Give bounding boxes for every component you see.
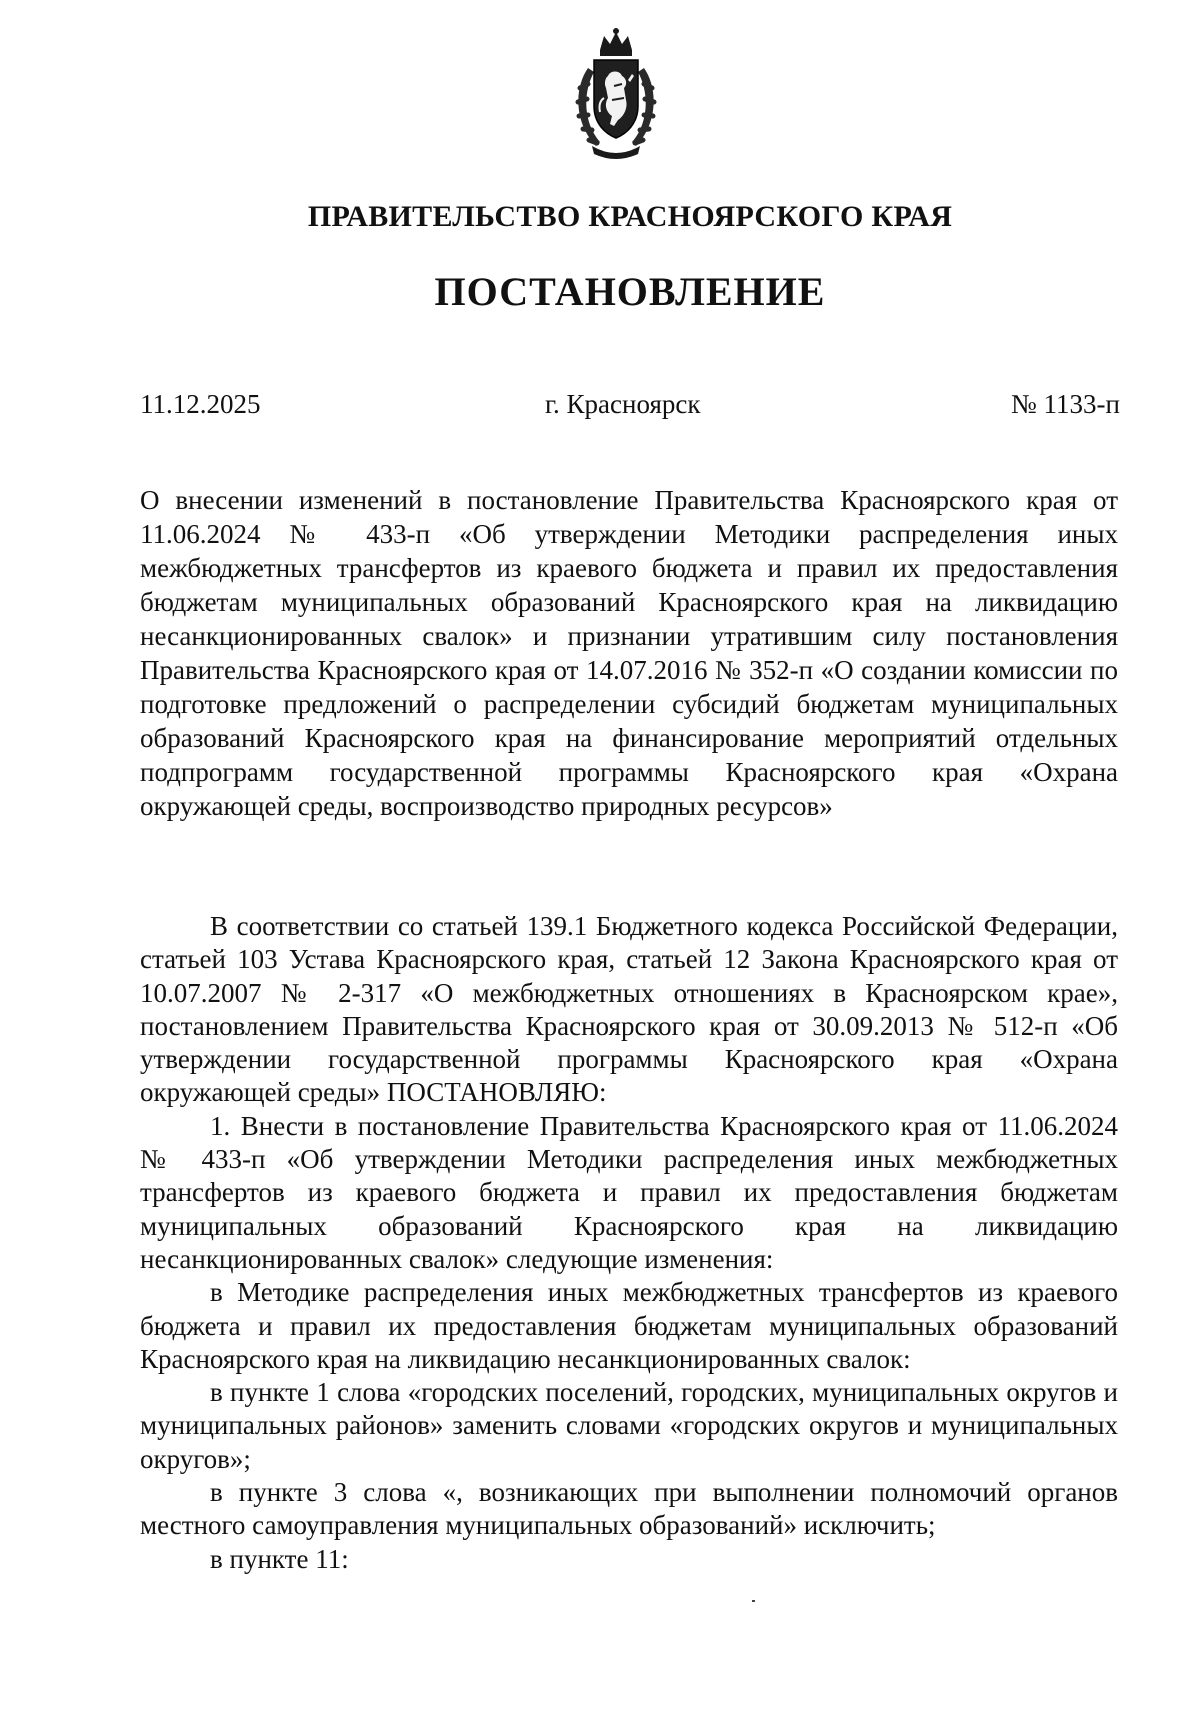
document-city: г. Красноярск bbox=[545, 389, 701, 419]
organization-heading: ПРАВИТЕЛЬСТВО КРАСНОЯРСКОГО КРАЯ bbox=[307, 200, 953, 233]
scan-speck bbox=[752, 1600, 755, 1602]
document-title: О внесении изменений в постановление Правительства Красноярского края от 11.06.2024 № 433-п «Об утверждении Методики распределения иных межбюджетных трансфертов из краевого бюджета и правил их предоставления бюджетам муниципальных образований Красноярского края на ликвидацию несанкционированных свалок» и признании утратившим силу постановления Правительства Красноярского края от 14.07.2016 № 352-п «О создании комиссии по подготовке предложений о распределении субсидий бюджетам муниципальных образований Красноярского края на финансирование мероприятий отдельных подпрограмм государственной программы Красноярского края «Охрана окружающей среды, воспроизводство природных ресурсов» bbox=[140, 485, 1118, 821]
document-date: 11.12.2025 bbox=[140, 389, 261, 419]
body-paragraph: В соответствии со статьей 139.1 Бюджетного кодекса Российской Федерации, статьей 103 Устава Красноярского края, статьей 12 Закона Красноярского края от 10.07.2007 № 2-317 «О межбюджетных отношениях в Красноярском крае», постановлением Правительства Красноярского края от 30.09.2013 № 512-п «Об утверждении государственной программы Красноярского края «Охрана окружающей среды» ПОСТАНОВЛЯЮ: bbox=[140, 911, 1118, 1108]
document-body bbox=[140, 910, 1118, 1576]
body-paragraph: в пункте 3 слова «, возникающих при выполнении полномочий органов местного самоуправления муниципальных образований» исключить; bbox=[140, 1477, 1118, 1541]
body-paragraph: 1. Внести в постановление Правительства Красноярского края от 11.06.2024 № 433-п «Об утверждении Методики распределения иных межбюджетных трансфертов из краевого бюджета и правил их предоставления бюджетам муниципальных образований Красноярского края на ликвидацию несанкционированных свалок» следующие изменения: bbox=[140, 1110, 1118, 1274]
body-paragraph: в Методике распределения иных межбюджетных трансфертов из краевого бюджета и правил их предоставления бюджетам муниципальных образований Красноярского края на ликвидацию несанкционированных свалок: bbox=[140, 1277, 1118, 1374]
body-paragraph: в пункте 1 слова «городских поселений, городских, муниципальных округов и муниципальных районов» заменить словами «городских округов и муниципальных округов»; bbox=[140, 1377, 1118, 1474]
coat-of-arms-icon bbox=[570, 28, 662, 162]
document-number: № 1133-п bbox=[1011, 389, 1120, 419]
document-type-heading: ПОСТАНОВЛЕНИЕ bbox=[434, 269, 826, 314]
body-paragraph: в пункте 11: bbox=[210, 1543, 349, 1574]
